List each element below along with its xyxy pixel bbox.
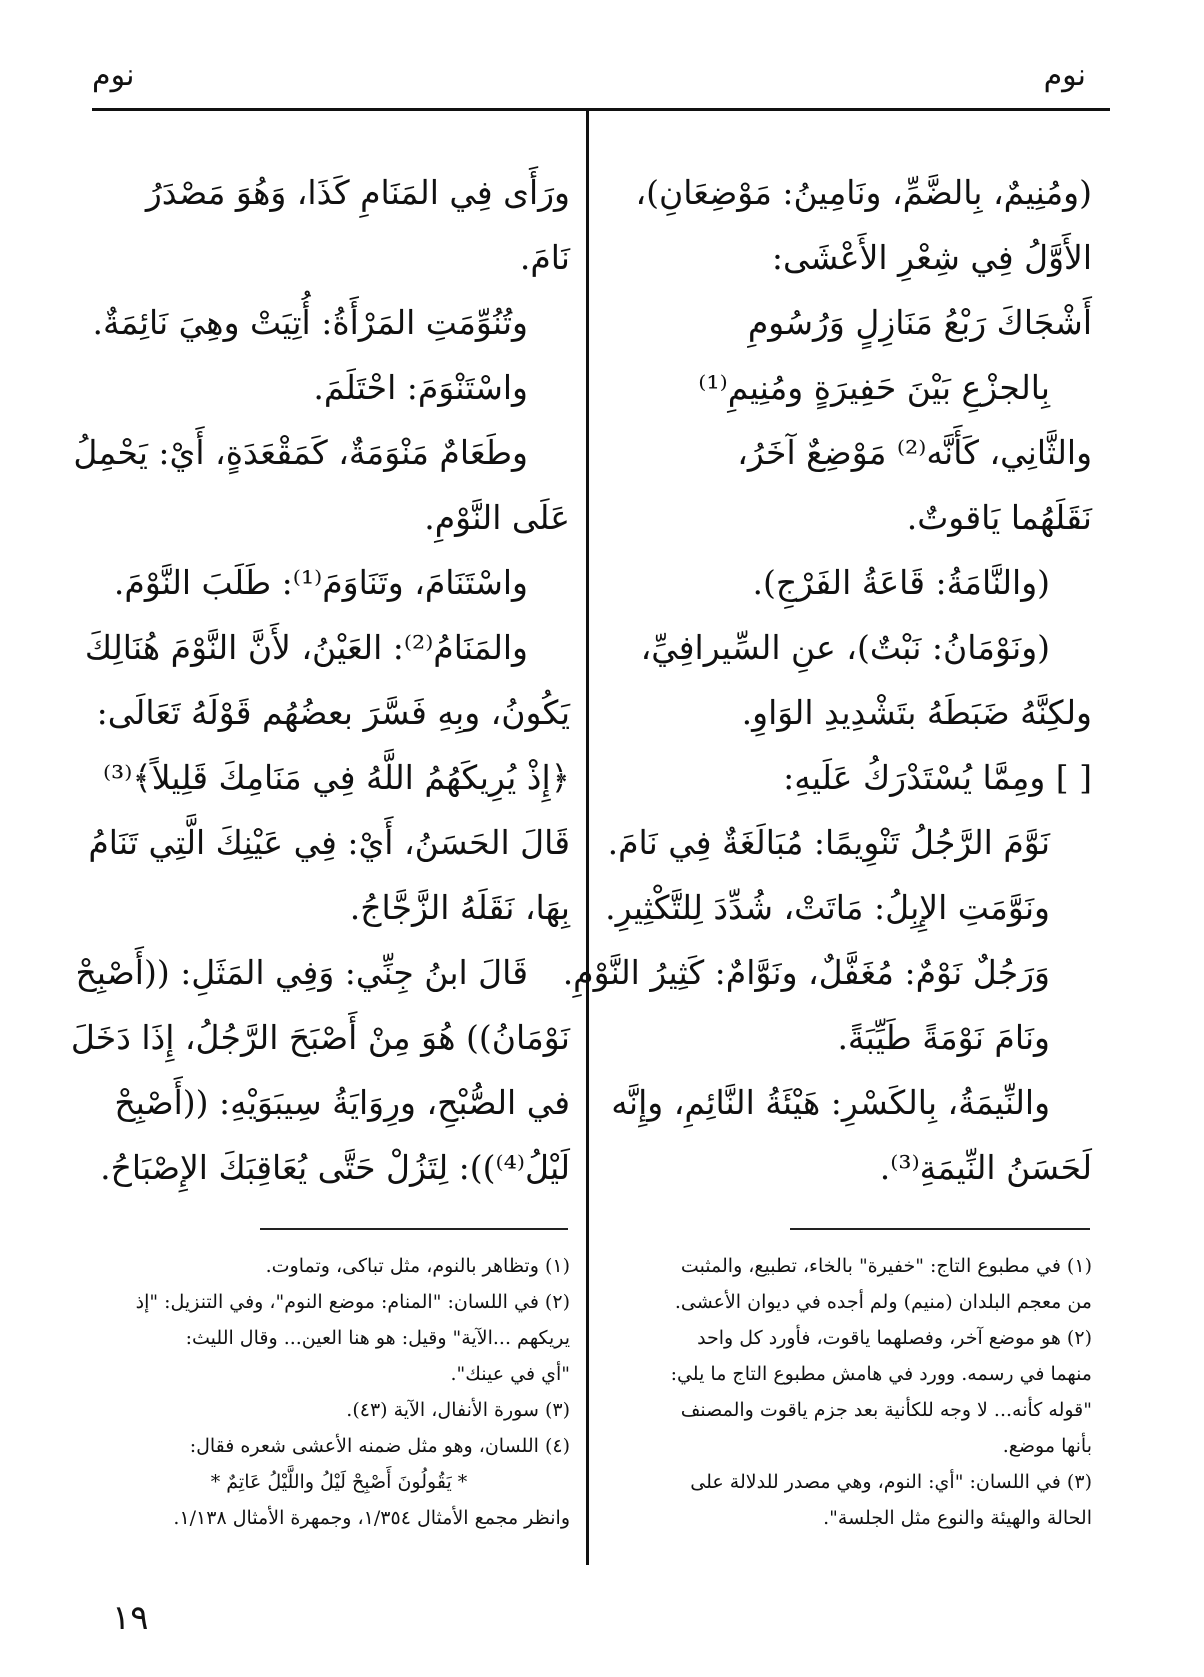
verse-line: بِالجزْعِ بَيْنَ حَفِيرَةٍ ومُنِيمِ⁽¹⁾ [698, 368, 1050, 407]
text-line: قَالَ الحَسَنُ، أَيْ: فِي عَيْنِكَ الَّتِي تَنَامُ [88, 823, 570, 862]
text-line: ورَأَى فِي المَنَامِ كَذَا، وَهُوَ مَصْدَرُ [145, 173, 570, 212]
footnote-line: (٣) سورة الأنفال، الآية (٤٣). [346, 1399, 570, 1421]
text-line: نَقَلَهُما يَاقوتٌ. [906, 498, 1092, 537]
footnote-line: (١) وتظاهر بالنوم، مثل تباكى، وتماوت. [265, 1255, 570, 1277]
text-line: لَيْلُ⁽⁴⁾)): لِتَزُلْ حَتَّى يُعَاقِبَكَ الإِصْبَاحُ. [100, 1148, 570, 1187]
text-line: ولكِنَّهُ ضَبَطَهُ بتَشْدِيدِ الوَاوِ. [741, 693, 1092, 732]
text-line: الأَوَّلُ فِي شِعْرِ الأَعْشَى: [771, 238, 1092, 277]
running-header-right: نوم [1043, 58, 1086, 93]
text-line: نَامَ. [519, 238, 570, 277]
text-line: والمَنَامُ⁽²⁾: العَيْنُ، لأَنَّ النَّوْمَ هُنَالِكَ [84, 628, 528, 667]
footnote-line: (٤) اللسان، وهو مثل ضمنه الأعشى شعره فقال: [189, 1435, 570, 1457]
footnote-line: "قوله كأنه... لا وجه للكأنية بعد جزم ياقوت والمصنف [680, 1399, 1092, 1421]
text-line: (ونَوْمَانُ: نَبْتٌ)، عنِ السِّيرافِيِّ، [640, 628, 1050, 667]
text-line: وتُنُوِّمَتِ المَرْأَةُ: أُتِيَتْ وهِيَ نَائِمَةٌ. [92, 303, 528, 342]
text-line: يَكُونُ، وبِهِ فَسَّرَ بعضُهُم قَوْلَهُ تَعَالَى: [96, 693, 570, 732]
running-header-left: نوم [92, 58, 135, 93]
footnote-line: من معجم البلدان (منيم) ولم أجده في ديوان الأعشى. [674, 1291, 1092, 1313]
footnote-line: الحالة والهيئة والنوع مثل الجلسة". [823, 1507, 1092, 1529]
text-line: والثَّانِي، كَأَنَّه⁽²⁾ مَوْضِعٌ آخَرُ، [737, 433, 1092, 472]
text-line: (والنَّامَةُ: قَاعَةُ الفَرْجِ). [752, 563, 1050, 602]
footnote-line: (٣) في اللسان: "أي: النوم، وهي مصدر للدلالة على [690, 1471, 1092, 1493]
footnote-separator-left [260, 1228, 568, 1230]
column-divider [586, 108, 589, 1565]
text-line: ونَوَّمَتِ الإِبِلُ: مَاتَتْ، شُدِّدَ لِلتَّكْثِيرِ. [605, 888, 1050, 927]
footnote-line: وانظر مجمع الأمثال ١/٣٥٤، وجمهرة الأمثال ١/١٣٨. [173, 1507, 570, 1529]
text-line: واسْتَنْوَمَ: احْتَلَمَ. [313, 368, 528, 407]
text-line: واسْتَنَامَ، وتَنَاوَمَ⁽¹⁾: طَلَبَ النَّوْمَ. [113, 563, 528, 602]
text-line: في الصُّبْحِ، ورِوَايَةُ سِيبَوَيْهِ: ((أَصْبِحْ [114, 1083, 570, 1122]
text-line: قَالَ ابنُ جِنِّي: وَفِي المَثَلِ: ((أَصْبِحْ [75, 953, 528, 992]
footnote-verse: * يَقُولُونَ أَصْبِحْ لَيْلُ واللَّيْلُ عَاتِمٌ * [210, 1471, 468, 1493]
right-footnotes [612, 1248, 1092, 1536]
left-column-body [70, 160, 570, 1200]
text-line: بِهَا، نَقَلَهُ الزَّجَّاجُ. [349, 888, 570, 927]
verse-line: أَشْجَاكَ رَبْعُ مَنَازِلٍ وَرُسُومِ [747, 303, 1092, 342]
footnote-line: يريكهم ...الآية" وقيل: هو هنا العين... وقال الليث: [185, 1327, 570, 1349]
text-line: والنِّيمَةُ، بِالكَسْرِ: هَيْئَةُ النَّائِمِ، وإِنَّه [611, 1083, 1050, 1122]
text-line: ونَامَ نَوْمَةً طَيِّبَةً. [837, 1018, 1050, 1057]
footnote-line: "أي في عينك". [450, 1363, 570, 1385]
page-number: ١٩ [112, 1598, 149, 1638]
footnote-line: (٢) هو موضع آخر، وفصلهما ياقوت، فأورد كل واحد [697, 1327, 1092, 1349]
text-line: عَلَى النَّوْمِ. [424, 498, 570, 537]
quran-quote: ﴿إِذْ يُرِيكَهُمُ اللَّهُ فِي مَنَامِكَ قَلِيلاً﴾⁽³⁾ [102, 758, 570, 797]
footnote-line: (٢) في اللسان: "المنام: موضع النوم"، وفي التنزيل: "إذ [135, 1291, 570, 1313]
text-line: [ ] ومِمَّا يُسْتَدْرَكُ عَلَيهِ: [783, 758, 1092, 797]
text-line: نَوَّمَ الرَّجُلُ تَنْوِيمًا: مُبَالَغَةٌ فِي نَامَ. [607, 823, 1050, 862]
text-line: وطَعَامٌ مَنْوَمَةٌ، كَمَقْعَدَةٍ، أَيْ: يَحْمِلُ [73, 433, 528, 472]
footnote-line: منهما في رسمه. وورد في هامش مطبوع التاج ما يلي: [670, 1363, 1092, 1385]
header-rule [92, 108, 1110, 111]
right-column-body [562, 160, 1092, 1200]
text-line: (ومُنِيمٌ، بِالضَّمِّ، ونَامِينُ: مَوْضِعَانِ)، [635, 173, 1092, 212]
footnote-line: بأنها موضع. [1002, 1435, 1092, 1457]
text-line: وَرَجُلٌ نَوْمٌ: مُغَفَّلٌ، ونَوَّامٌ: كَثِيرُ النَّوْمِ. [562, 953, 1050, 992]
text-line: لَحَسَنُ النِّيمَةِ⁽³⁾. [879, 1148, 1092, 1187]
footnote-separator-right [790, 1228, 1090, 1230]
footnote-line: (١) في مطبوع التاج: "خفيرة" بالخاء، تطبيع، والمثبت [680, 1255, 1092, 1277]
left-footnotes [108, 1248, 570, 1536]
text-line: نَوْمَانُ)) هُوَ مِنْ أَصْبَحَ الرَّجُلُ، إِذَا دَخَلَ [70, 1018, 570, 1057]
